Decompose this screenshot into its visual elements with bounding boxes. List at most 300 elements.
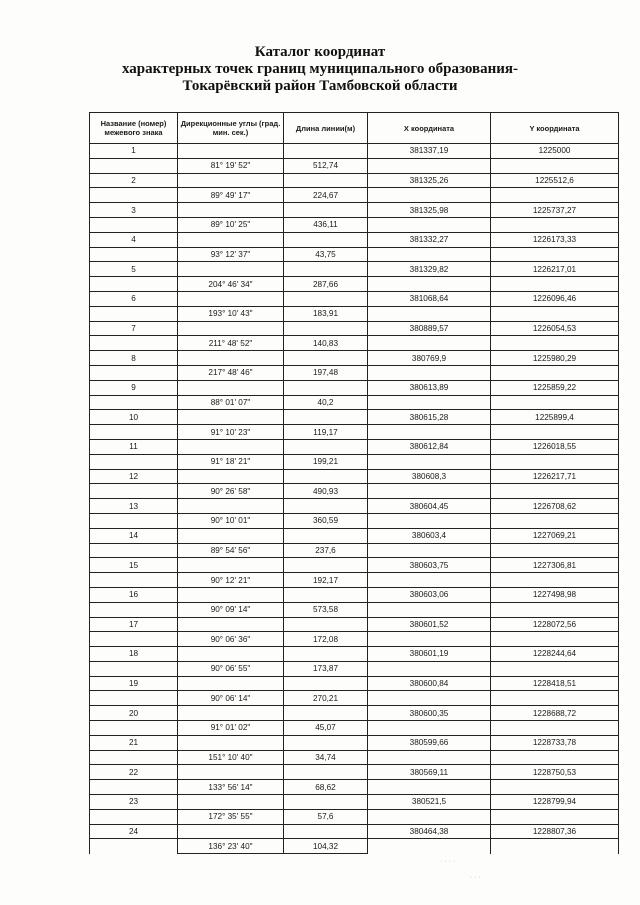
length-empty — [284, 469, 368, 484]
line-length: 140,83 — [284, 336, 368, 351]
segment-row — [90, 158, 619, 173]
x-empty — [368, 454, 491, 469]
length-empty — [284, 410, 368, 425]
direction-angle: 217° 48' 46" — [178, 365, 284, 380]
header-length: Длина линии(м) — [284, 113, 368, 144]
length-empty — [284, 380, 368, 395]
name-empty — [90, 602, 178, 617]
y-coordinate: 1226054,53 — [491, 321, 619, 336]
length-empty — [284, 203, 368, 218]
angle-empty — [178, 765, 284, 780]
y-coordinate: 1225980,29 — [491, 351, 619, 366]
angle-empty — [178, 410, 284, 425]
length-empty — [284, 765, 368, 780]
segment-row — [90, 602, 619, 617]
y-coordinate: 1228750,53 — [491, 765, 619, 780]
point-number: 18 — [90, 647, 178, 662]
x-empty — [368, 306, 491, 321]
point-number: 10 — [90, 410, 178, 425]
x-empty — [368, 809, 491, 824]
point-number: 23 — [90, 795, 178, 810]
name-empty — [90, 365, 178, 380]
point-row — [90, 144, 619, 159]
y-empty — [491, 513, 619, 528]
length-empty — [284, 499, 368, 514]
x-empty — [368, 632, 491, 647]
direction-angle: 89° 49' 17" — [178, 188, 284, 203]
name-empty — [90, 839, 178, 854]
segment-row — [90, 573, 619, 588]
angle-empty — [178, 558, 284, 573]
point-row — [90, 795, 619, 810]
length-empty — [284, 291, 368, 306]
y-empty — [491, 395, 619, 410]
x-coordinate: 381332,27 — [368, 232, 491, 247]
point-number: 6 — [90, 291, 178, 306]
name-empty — [90, 395, 178, 410]
segment-row — [90, 247, 619, 262]
line-length: 172,08 — [284, 632, 368, 647]
x-empty — [368, 780, 491, 795]
direction-angle: 88° 01' 07" — [178, 395, 284, 410]
segment-row — [90, 425, 619, 440]
point-row — [90, 676, 619, 691]
point-row — [90, 469, 619, 484]
segment-row — [90, 513, 619, 528]
direction-angle: 90° 26' 58" — [178, 484, 284, 499]
point-number: 15 — [90, 558, 178, 573]
length-empty — [284, 232, 368, 247]
line-length: 197,48 — [284, 365, 368, 380]
y-empty — [491, 306, 619, 321]
direction-angle: 91° 10' 23" — [178, 425, 284, 440]
y-coordinate: 1225000 — [491, 144, 619, 159]
y-coordinate: 1228733,78 — [491, 735, 619, 750]
angle-empty — [178, 528, 284, 543]
y-coordinate: 1228688,72 — [491, 706, 619, 721]
y-empty — [491, 750, 619, 765]
y-coordinate: 1225512,6 — [491, 173, 619, 188]
x-coordinate: 380603,75 — [368, 558, 491, 573]
point-number: 17 — [90, 617, 178, 632]
header-angle: Дирекционные углы (град. мин. сек.) — [178, 113, 284, 144]
x-empty — [368, 217, 491, 232]
y-empty — [491, 839, 619, 854]
point-number: 21 — [90, 735, 178, 750]
coordinates-table — [89, 112, 619, 854]
y-coordinate: 1228418,51 — [491, 676, 619, 691]
angle-empty — [178, 232, 284, 247]
x-coordinate: 380600,84 — [368, 676, 491, 691]
point-row — [90, 439, 619, 454]
point-number: 13 — [90, 499, 178, 514]
y-empty — [491, 484, 619, 499]
header-y: Y координата — [491, 113, 619, 144]
segment-row — [90, 721, 619, 736]
direction-angle: 91° 18' 21" — [178, 454, 284, 469]
y-empty — [491, 780, 619, 795]
x-empty — [368, 247, 491, 262]
segment-row — [90, 780, 619, 795]
x-coordinate: 380464,38 — [368, 824, 491, 839]
name-empty — [90, 721, 178, 736]
line-length: 360,59 — [284, 513, 368, 528]
y-coordinate: 1226217,71 — [491, 469, 619, 484]
point-row — [90, 351, 619, 366]
line-length: 40,2 — [284, 395, 368, 410]
name-empty — [90, 277, 178, 292]
x-coordinate: 381337,19 — [368, 144, 491, 159]
segment-row — [90, 691, 619, 706]
x-coordinate: 380521,5 — [368, 795, 491, 810]
segment-row — [90, 454, 619, 469]
line-length: 512,74 — [284, 158, 368, 173]
angle-empty — [178, 144, 284, 159]
y-coordinate: 1228807,36 — [491, 824, 619, 839]
x-empty — [368, 543, 491, 558]
point-row — [90, 824, 619, 839]
length-empty — [284, 647, 368, 662]
x-empty — [368, 573, 491, 588]
length-empty — [284, 173, 368, 188]
point-row — [90, 706, 619, 721]
line-length: 68,62 — [284, 780, 368, 795]
segment-row — [90, 632, 619, 647]
segment-row — [90, 395, 619, 410]
y-coordinate: 1225899,4 — [491, 410, 619, 425]
point-number: 9 — [90, 380, 178, 395]
name-empty — [90, 306, 178, 321]
segment-row — [90, 365, 619, 380]
angle-empty — [178, 824, 284, 839]
direction-angle: 81° 19' 52" — [178, 158, 284, 173]
point-number: 20 — [90, 706, 178, 721]
direction-angle: 136° 23' 40" — [178, 839, 284, 854]
x-coordinate: 381068,64 — [368, 291, 491, 306]
y-empty — [491, 247, 619, 262]
x-coordinate: 381325,26 — [368, 173, 491, 188]
point-row — [90, 291, 619, 306]
length-empty — [284, 676, 368, 691]
x-coordinate: 380601,19 — [368, 647, 491, 662]
name-empty — [90, 217, 178, 232]
angle-empty — [178, 795, 284, 810]
segment-row — [90, 277, 619, 292]
angle-empty — [178, 203, 284, 218]
point-number: 14 — [90, 528, 178, 543]
y-empty — [491, 602, 619, 617]
line-length: 490,93 — [284, 484, 368, 499]
name-empty — [90, 336, 178, 351]
line-length: 57,6 — [284, 809, 368, 824]
y-coordinate: 1226708,62 — [491, 499, 619, 514]
y-coordinate: 1228072,56 — [491, 617, 619, 632]
line-length: 287,66 — [284, 277, 368, 292]
length-empty — [284, 321, 368, 336]
point-row — [90, 232, 619, 247]
line-length: 34,74 — [284, 750, 368, 765]
x-empty — [368, 750, 491, 765]
x-empty — [368, 691, 491, 706]
y-coordinate: 1226217,01 — [491, 262, 619, 277]
header-name: Название (номер) межевого знака — [90, 113, 178, 144]
table-header-row — [90, 113, 619, 144]
name-empty — [90, 425, 178, 440]
x-empty — [368, 395, 491, 410]
y-coordinate: 1225737,27 — [491, 203, 619, 218]
length-empty — [284, 528, 368, 543]
y-empty — [491, 336, 619, 351]
direction-angle: 93° 12' 37" — [178, 247, 284, 262]
y-coordinate: 1225859,22 — [491, 380, 619, 395]
y-empty — [491, 809, 619, 824]
segment-row — [90, 217, 619, 232]
direction-angle: 89° 10' 25" — [178, 217, 284, 232]
x-coordinate: 380769,9 — [368, 351, 491, 366]
x-coordinate: 381325,98 — [368, 203, 491, 218]
name-empty — [90, 188, 178, 203]
y-empty — [491, 721, 619, 736]
scan-artifact: · · · · — [440, 858, 456, 865]
angle-empty — [178, 706, 284, 721]
point-row — [90, 262, 619, 277]
point-number: 4 — [90, 232, 178, 247]
length-empty — [284, 735, 368, 750]
point-number: 12 — [90, 469, 178, 484]
name-empty — [90, 158, 178, 173]
point-number: 22 — [90, 765, 178, 780]
y-empty — [491, 691, 619, 706]
y-empty — [491, 158, 619, 173]
segment-row — [90, 543, 619, 558]
angle-empty — [178, 380, 284, 395]
x-empty — [368, 513, 491, 528]
line-length: 45,07 — [284, 721, 368, 736]
y-coordinate: 1226173,33 — [491, 232, 619, 247]
point-row — [90, 765, 619, 780]
point-number: 7 — [90, 321, 178, 336]
x-coordinate: 380612,84 — [368, 439, 491, 454]
direction-angle: 151° 10' 40" — [178, 750, 284, 765]
point-number: 1 — [90, 144, 178, 159]
x-empty — [368, 277, 491, 292]
direction-angle: 90° 06' 55" — [178, 661, 284, 676]
direction-angle: 90° 09' 14" — [178, 602, 284, 617]
line-length: 224,67 — [284, 188, 368, 203]
direction-angle: 172° 35' 55" — [178, 809, 284, 824]
point-row — [90, 528, 619, 543]
name-empty — [90, 809, 178, 824]
line-length: 573,58 — [284, 602, 368, 617]
x-empty — [368, 425, 491, 440]
name-empty — [90, 661, 178, 676]
direction-angle: 91° 01' 02" — [178, 721, 284, 736]
point-number: 2 — [90, 173, 178, 188]
y-coordinate: 1226096,46 — [491, 291, 619, 306]
direction-angle: 90° 10' 01" — [178, 513, 284, 528]
line-length: 183,91 — [284, 306, 368, 321]
direction-angle: 90° 06' 14" — [178, 691, 284, 706]
angle-empty — [178, 647, 284, 662]
direction-angle: 204° 46' 34" — [178, 277, 284, 292]
name-empty — [90, 484, 178, 499]
x-coordinate: 380601,52 — [368, 617, 491, 632]
name-empty — [90, 632, 178, 647]
direction-angle: 90° 12' 21" — [178, 573, 284, 588]
point-number: 3 — [90, 203, 178, 218]
point-row — [90, 558, 619, 573]
name-empty — [90, 780, 178, 795]
y-coordinate: 1228244,64 — [491, 647, 619, 662]
y-coordinate: 1226018,55 — [491, 439, 619, 454]
x-coordinate: 380603,4 — [368, 528, 491, 543]
x-empty — [368, 336, 491, 351]
x-coordinate: 380604,45 — [368, 499, 491, 514]
title-line-1: Каталог координат — [254, 44, 386, 60]
point-row — [90, 735, 619, 750]
angle-empty — [178, 439, 284, 454]
x-empty — [368, 602, 491, 617]
segment-row — [90, 188, 619, 203]
x-empty — [368, 365, 491, 380]
line-length: 173,87 — [284, 661, 368, 676]
length-empty — [284, 617, 368, 632]
y-empty — [491, 632, 619, 647]
angle-empty — [178, 321, 284, 336]
point-row — [90, 203, 619, 218]
segment-row — [90, 661, 619, 676]
length-empty — [284, 439, 368, 454]
x-coordinate: 380613,89 — [368, 380, 491, 395]
x-empty — [368, 188, 491, 203]
point-number: 19 — [90, 676, 178, 691]
length-empty — [284, 795, 368, 810]
y-empty — [491, 454, 619, 469]
angle-empty — [178, 173, 284, 188]
line-length: 199,21 — [284, 454, 368, 469]
x-empty — [368, 661, 491, 676]
segment-row — [90, 839, 619, 854]
point-row — [90, 617, 619, 632]
x-coordinate: 380889,57 — [368, 321, 491, 336]
x-coordinate: 381329,82 — [368, 262, 491, 277]
line-length: 43,75 — [284, 247, 368, 262]
y-coordinate: 1227069,21 — [491, 528, 619, 543]
point-row — [90, 321, 619, 336]
line-length: 237,6 — [284, 543, 368, 558]
y-empty — [491, 365, 619, 380]
direction-angle: 89° 54' 56" — [178, 543, 284, 558]
segment-row — [90, 484, 619, 499]
angle-empty — [178, 469, 284, 484]
direction-angle: 90° 06' 36" — [178, 632, 284, 647]
point-number: 16 — [90, 587, 178, 602]
y-empty — [491, 277, 619, 292]
name-empty — [90, 454, 178, 469]
point-row — [90, 380, 619, 395]
x-coordinate: 380569,11 — [368, 765, 491, 780]
point-number: 24 — [90, 824, 178, 839]
length-empty — [284, 558, 368, 573]
direction-angle: 133° 56' 14" — [178, 780, 284, 795]
name-empty — [90, 573, 178, 588]
y-empty — [491, 573, 619, 588]
length-empty — [284, 144, 368, 159]
y-empty — [491, 661, 619, 676]
y-coordinate: 1227498,98 — [491, 587, 619, 602]
y-coordinate: 1228799,94 — [491, 795, 619, 810]
point-number: 11 — [90, 439, 178, 454]
scan-artifact: · · · — [470, 874, 481, 881]
x-coordinate: 380603,06 — [368, 587, 491, 602]
length-empty — [284, 706, 368, 721]
angle-empty — [178, 262, 284, 277]
angle-empty — [178, 587, 284, 602]
x-coordinate: 380615,28 — [368, 410, 491, 425]
angle-empty — [178, 735, 284, 750]
name-empty — [90, 691, 178, 706]
name-empty — [90, 543, 178, 558]
line-length: 119,17 — [284, 425, 368, 440]
name-empty — [90, 247, 178, 262]
point-row — [90, 647, 619, 662]
segment-row — [90, 750, 619, 765]
angle-empty — [178, 351, 284, 366]
angle-empty — [178, 676, 284, 691]
point-number: 5 — [90, 262, 178, 277]
x-coordinate: 380599,66 — [368, 735, 491, 750]
name-empty — [90, 750, 178, 765]
header-x: X координата — [368, 113, 491, 144]
x-empty — [368, 158, 491, 173]
direction-angle: 193° 10' 43" — [178, 306, 284, 321]
document-title — [0, 44, 640, 95]
x-coordinate: 380608,3 — [368, 469, 491, 484]
length-empty — [284, 262, 368, 277]
y-empty — [491, 543, 619, 558]
direction-angle: 211° 48' 52" — [178, 336, 284, 351]
line-length: 270,21 — [284, 691, 368, 706]
point-row — [90, 173, 619, 188]
length-empty — [284, 587, 368, 602]
table-body — [90, 144, 619, 854]
angle-empty — [178, 499, 284, 514]
angle-empty — [178, 291, 284, 306]
segment-row — [90, 306, 619, 321]
point-row — [90, 499, 619, 514]
point-number: 8 — [90, 351, 178, 366]
x-coordinate: 380600,35 — [368, 706, 491, 721]
segment-row — [90, 809, 619, 824]
title-line-2: характерных точек границ муниципального образования- — [121, 61, 519, 77]
y-coordinate: 1227306,81 — [491, 558, 619, 573]
point-row — [90, 587, 619, 602]
y-empty — [491, 188, 619, 203]
line-length: 192,17 — [284, 573, 368, 588]
y-empty — [491, 217, 619, 232]
line-length: 104,32 — [284, 839, 368, 854]
x-empty — [368, 839, 491, 854]
segment-row — [90, 336, 619, 351]
x-empty — [368, 721, 491, 736]
angle-empty — [178, 617, 284, 632]
name-empty — [90, 513, 178, 528]
length-empty — [284, 351, 368, 366]
x-empty — [368, 484, 491, 499]
point-row — [90, 410, 619, 425]
line-length: 436,11 — [284, 217, 368, 232]
length-empty — [284, 824, 368, 839]
